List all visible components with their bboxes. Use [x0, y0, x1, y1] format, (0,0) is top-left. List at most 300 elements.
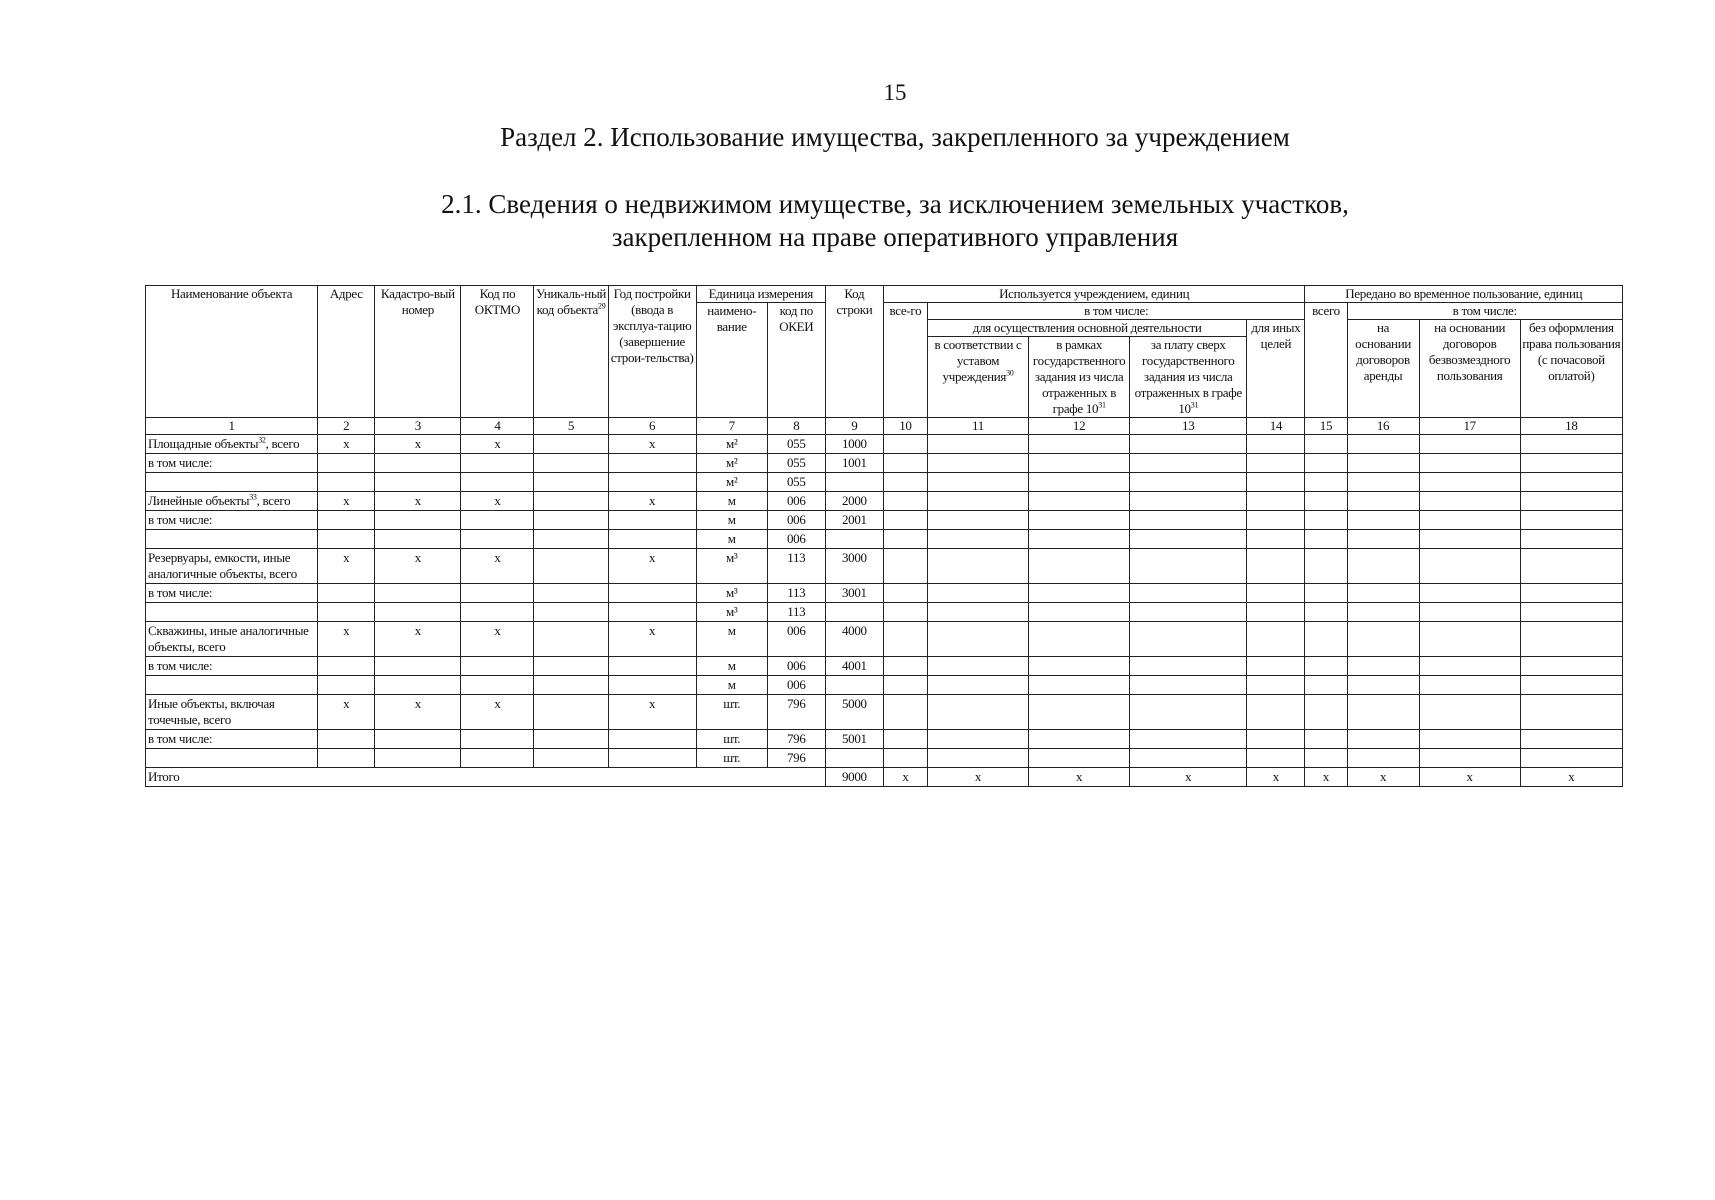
cell-empty: [1247, 584, 1305, 603]
cell-empty: [1130, 435, 1247, 454]
cell-code: 3001: [825, 584, 883, 603]
cell-okei: 796: [767, 730, 825, 749]
cell-code: 1001: [825, 454, 883, 473]
cell-empty: [927, 749, 1028, 768]
cell-oktmo: [461, 530, 534, 549]
table-row: [146, 530, 1623, 549]
cell-addr: [318, 530, 375, 549]
cell-empty: [927, 603, 1028, 622]
cell-addr: x: [318, 549, 375, 584]
section-title: Раздел 2. Использование имущества, закрепленного за учреждением: [500, 122, 1290, 152]
header-construction-year: Год постройки (ввода в эксплуа-тацию (завершение строи-тельства): [608, 286, 696, 418]
cell-empty: [1130, 549, 1247, 584]
table-row: [146, 622, 1623, 657]
cell-year: x: [608, 435, 696, 454]
cell-name: в том числе:: [146, 584, 318, 603]
cell-unit: шт.: [696, 730, 767, 749]
cell-empty: [1347, 730, 1419, 749]
cell-empty: [1305, 530, 1347, 549]
cell-empty: [1130, 492, 1247, 511]
cell-oktmo: [461, 473, 534, 492]
cell-empty: [927, 695, 1028, 730]
cell-empty: [883, 676, 927, 695]
cell-empty: [534, 657, 608, 676]
cell-cad: [375, 603, 461, 622]
cell-empty: [1520, 511, 1622, 530]
col-num: 11: [927, 418, 1028, 435]
cell-empty: [1029, 511, 1130, 530]
cell-cad: [375, 473, 461, 492]
cell-empty: [1305, 730, 1347, 749]
cell-unit: м: [696, 511, 767, 530]
cell-empty: [927, 730, 1028, 749]
cell-unit: м²: [696, 435, 767, 454]
cell-code: 5001: [825, 730, 883, 749]
cell-empty: [1029, 584, 1130, 603]
cell-empty: [883, 435, 927, 454]
cell-empty: [534, 676, 608, 695]
cell-empty: [1305, 511, 1347, 530]
table-row: [146, 435, 1623, 454]
cell-empty: [927, 657, 1028, 676]
cell-addr: [318, 584, 375, 603]
table-row: [146, 676, 1623, 695]
cell-empty: [1247, 676, 1305, 695]
cell-empty: [1247, 435, 1305, 454]
cell-cad: x: [375, 695, 461, 730]
cell-unit: м: [696, 622, 767, 657]
header-row-1: [146, 286, 1623, 303]
total-cell: x: [1520, 768, 1622, 787]
cell-empty: [927, 492, 1028, 511]
cell-empty: [1520, 435, 1622, 454]
cell-year: [608, 473, 696, 492]
cell-empty: [1130, 730, 1247, 749]
cell-empty: [1520, 603, 1622, 622]
cell-empty: [1347, 492, 1419, 511]
total-cell: x: [1247, 768, 1305, 787]
cell-empty: [534, 584, 608, 603]
cell-empty: [1520, 454, 1622, 473]
cell-empty: [1520, 730, 1622, 749]
cell-empty: [1520, 549, 1622, 584]
cell-name: [146, 676, 318, 695]
cell-oktmo: x: [461, 435, 534, 454]
cell-year: [608, 749, 696, 768]
cell-empty: [1029, 530, 1130, 549]
header-other-purposes: для иных целей: [1247, 320, 1305, 418]
cell-empty: [1520, 530, 1622, 549]
col-num: 1: [146, 418, 318, 435]
cell-empty: [1029, 730, 1130, 749]
subsection-title-line-2: закрепленном на праве оперативного управления: [611, 222, 1179, 252]
cell-empty: [1130, 454, 1247, 473]
header-unique-code: Уникаль-ный код объекта$^{29}$: [534, 286, 608, 418]
cell-empty: [883, 695, 927, 730]
total-cell: x: [927, 768, 1028, 787]
cell-code: 1000: [825, 435, 883, 454]
cell-empty: [1520, 676, 1622, 695]
cell-empty: [1029, 676, 1130, 695]
cell-empty: [927, 530, 1028, 549]
col-num: 5: [534, 418, 608, 435]
cell-empty: [927, 676, 1028, 695]
col-num: 6: [608, 418, 696, 435]
cell-code: 2000: [825, 492, 883, 511]
cell-empty: [927, 511, 1028, 530]
cell-oktmo: [461, 730, 534, 749]
cell-empty: [1247, 695, 1305, 730]
cell-unit: м³: [696, 603, 767, 622]
cell-empty: [1029, 473, 1130, 492]
property-table: [145, 285, 1623, 787]
cell-empty: [1247, 622, 1305, 657]
cell-empty: [1130, 749, 1247, 768]
cell-empty: [534, 511, 608, 530]
header-unit-okei: код по ОКЕИ: [767, 303, 825, 418]
cell-empty: [1347, 530, 1419, 549]
cell-empty: [1029, 549, 1130, 584]
cell-name: в том числе:: [146, 657, 318, 676]
cell-oktmo: [461, 676, 534, 695]
header-unit: Единица измерения: [696, 286, 825, 303]
cell-empty: [1419, 622, 1520, 657]
cell-empty: [1305, 435, 1347, 454]
subsection-title-line-1: 2.1. Сведения о недвижимом имуществе, за исключением земельных участков,: [441, 189, 1349, 219]
cell-empty: [883, 454, 927, 473]
cell-code: [825, 676, 883, 695]
table-row: [146, 730, 1623, 749]
cell-year: x: [608, 492, 696, 511]
cell-empty: [1305, 676, 1347, 695]
cell-code: 3000: [825, 549, 883, 584]
cell-code: 4001: [825, 657, 883, 676]
cell-cad: [375, 530, 461, 549]
cell-okei: 006: [767, 657, 825, 676]
header-state-task: в рамках государственного задания из числа отраженных в графе $10^{31}$: [1029, 337, 1130, 418]
cell-code: [825, 749, 883, 768]
cell-name: Иные объекты, включая точечные, всего: [146, 695, 318, 730]
cell-unit: м²: [696, 473, 767, 492]
total-row: [146, 768, 1623, 787]
table-row: [146, 603, 1623, 622]
header-transferred-including: в том числе:: [1347, 303, 1623, 320]
cell-name: Резервуары, емкости, иные аналогичные объекты, всего: [146, 549, 318, 584]
total-cell: x: [883, 768, 927, 787]
cell-empty: [1419, 492, 1520, 511]
cell-empty: [534, 492, 608, 511]
total-cell: x: [1130, 768, 1247, 787]
col-num: 8: [767, 418, 825, 435]
cell-empty: [1247, 603, 1305, 622]
total-label: Итого: [146, 768, 826, 787]
cell-empty: [1419, 435, 1520, 454]
col-num: 15: [1305, 418, 1347, 435]
page-number: 15: [883, 80, 907, 105]
table-row: [146, 492, 1623, 511]
cell-empty: [1419, 695, 1520, 730]
col-num: 4: [461, 418, 534, 435]
cell-empty: [1520, 749, 1622, 768]
cell-empty: [1305, 492, 1347, 511]
cell-empty: [1247, 473, 1305, 492]
cell-code: 5000: [825, 695, 883, 730]
cell-empty: [1419, 730, 1520, 749]
cell-okei: 113: [767, 603, 825, 622]
cell-empty: [1520, 492, 1622, 511]
cell-unit: м: [696, 492, 767, 511]
cell-empty: [1347, 603, 1419, 622]
cell-oktmo: [461, 749, 534, 768]
cell-okei: 796: [767, 695, 825, 730]
table-row: [146, 695, 1623, 730]
cell-empty: [534, 730, 608, 749]
cell-year: x: [608, 622, 696, 657]
cell-addr: [318, 676, 375, 695]
cell-empty: [1520, 473, 1622, 492]
table-row: [146, 454, 1623, 473]
cell-addr: x: [318, 695, 375, 730]
col-num: 3: [375, 418, 461, 435]
cell-empty: [1419, 657, 1520, 676]
header-used-including: в том числе:: [927, 303, 1305, 320]
cell-cad: [375, 511, 461, 530]
cell-name: в том числе:: [146, 730, 318, 749]
cell-empty: [1247, 730, 1305, 749]
cell-empty: [1029, 603, 1130, 622]
cell-empty: [534, 695, 608, 730]
cell-empty: [1130, 584, 1247, 603]
cell-empty: [1520, 584, 1622, 603]
header-oktmo: Код по ОКТМО: [461, 286, 534, 418]
cell-empty: [1347, 473, 1419, 492]
total-cell: x: [1305, 768, 1347, 787]
cell-year: [608, 730, 696, 749]
cell-empty: [534, 454, 608, 473]
cell-year: [608, 657, 696, 676]
cell-empty: [883, 492, 927, 511]
header-transferred: Передано во временное пользование, единиц: [1305, 286, 1623, 303]
cell-empty: [1029, 657, 1130, 676]
cell-code: 2001: [825, 511, 883, 530]
cell-okei: 006: [767, 511, 825, 530]
cell-okei: 055: [767, 435, 825, 454]
cell-empty: [1305, 749, 1347, 768]
cell-empty: [1130, 657, 1247, 676]
header-object-name: Наименование объекта: [146, 286, 318, 418]
total-cell: x: [1029, 768, 1130, 787]
header-free-use: на основании договоров безвозмездного пользования: [1419, 320, 1520, 418]
cell-empty: [1347, 454, 1419, 473]
cell-oktmo: [461, 657, 534, 676]
col-num: 18: [1520, 418, 1622, 435]
total-cell: x: [1419, 768, 1520, 787]
cell-okei: 796: [767, 749, 825, 768]
cell-empty: [1419, 549, 1520, 584]
cell-addr: [318, 657, 375, 676]
cell-cad: [375, 749, 461, 768]
col-num: 2: [318, 418, 375, 435]
col-num: 13: [1130, 418, 1247, 435]
cell-empty: [1247, 657, 1305, 676]
col-num: 10: [883, 418, 927, 435]
cell-okei: 113: [767, 584, 825, 603]
table-row: [146, 473, 1623, 492]
cell-year: [608, 454, 696, 473]
cell-addr: [318, 473, 375, 492]
col-num: 16: [1347, 418, 1419, 435]
table-row: [146, 584, 1623, 603]
table-row: [146, 549, 1623, 584]
cell-empty: [1419, 749, 1520, 768]
cell-addr: [318, 730, 375, 749]
cell-cad: [375, 676, 461, 695]
subsection-title: [0, 188, 1715, 254]
cell-year: [608, 603, 696, 622]
cell-empty: [1130, 695, 1247, 730]
cell-empty: [1029, 435, 1130, 454]
cell-empty: [1419, 603, 1520, 622]
cell-empty: [534, 622, 608, 657]
cell-cad: x: [375, 492, 461, 511]
cell-empty: [883, 603, 927, 622]
total-row-code: 9000: [825, 768, 883, 787]
cell-year: [608, 584, 696, 603]
cell-cad: x: [375, 622, 461, 657]
header-address: Адрес: [318, 286, 375, 418]
cell-year: [608, 511, 696, 530]
cell-oktmo: [461, 511, 534, 530]
cell-empty: [1130, 676, 1247, 695]
cell-unit: м: [696, 530, 767, 549]
header-cadastral-number: Кадастро-вый номер: [375, 286, 461, 418]
cell-empty: [883, 657, 927, 676]
header-row-code: Код строки: [825, 286, 883, 418]
cell-cad: [375, 657, 461, 676]
col-num: 7: [696, 418, 767, 435]
cell-empty: [1520, 657, 1622, 676]
cell-okei: 055: [767, 454, 825, 473]
cell-empty: [1029, 749, 1130, 768]
cell-empty: [1520, 695, 1622, 730]
cell-code: 4000: [825, 622, 883, 657]
cell-code: [825, 530, 883, 549]
total-cell: x: [1347, 768, 1419, 787]
cell-addr: x: [318, 435, 375, 454]
cell-empty: [1247, 492, 1305, 511]
cell-okei: 006: [767, 676, 825, 695]
cell-oktmo: x: [461, 622, 534, 657]
table-row: [146, 749, 1623, 768]
cell-empty: [927, 435, 1028, 454]
cell-cad: x: [375, 549, 461, 584]
cell-addr: x: [318, 622, 375, 657]
cell-empty: [1419, 530, 1520, 549]
cell-empty: [1347, 622, 1419, 657]
cell-empty: [1130, 511, 1247, 530]
cell-name: Линейные объекты$^{33}$, всего: [146, 492, 318, 511]
header-charter: в соответствии с уставом учреждения$^{30}$: [927, 337, 1028, 418]
cell-empty: [1247, 749, 1305, 768]
cell-empty: [534, 435, 608, 454]
cell-empty: [883, 511, 927, 530]
cell-empty: [1347, 435, 1419, 454]
cell-empty: [883, 749, 927, 768]
cell-empty: [1347, 749, 1419, 768]
header-lease: на основании договоров аренды: [1347, 320, 1419, 418]
cell-okei: 006: [767, 530, 825, 549]
cell-unit: м³: [696, 549, 767, 584]
header-transferred-total: всего: [1305, 303, 1347, 418]
cell-empty: [534, 749, 608, 768]
cell-empty: [1247, 454, 1305, 473]
cell-empty: [1305, 603, 1347, 622]
cell-empty: [1305, 695, 1347, 730]
cell-unit: м³: [696, 584, 767, 603]
cell-year: x: [608, 549, 696, 584]
cell-name: в том числе:: [146, 454, 318, 473]
cell-empty: [883, 530, 927, 549]
cell-empty: [883, 622, 927, 657]
cell-empty: [1130, 473, 1247, 492]
cell-empty: [534, 473, 608, 492]
cell-code: [825, 603, 883, 622]
cell-empty: [1130, 530, 1247, 549]
cell-year: x: [608, 695, 696, 730]
cell-addr: [318, 749, 375, 768]
cell-empty: [1247, 549, 1305, 584]
cell-name: Скважины, иные аналогичные объекты, всего: [146, 622, 318, 657]
cell-empty: [1130, 622, 1247, 657]
cell-okei: 006: [767, 622, 825, 657]
cell-unit: м: [696, 657, 767, 676]
cell-year: [608, 676, 696, 695]
cell-oktmo: [461, 603, 534, 622]
cell-addr: [318, 603, 375, 622]
cell-empty: [1419, 676, 1520, 695]
cell-empty: [1305, 622, 1347, 657]
cell-empty: [1029, 454, 1130, 473]
header-unit-name: наимено-вание: [696, 303, 767, 418]
table-body: [146, 435, 1623, 768]
cell-oktmo: x: [461, 695, 534, 730]
cell-empty: [1130, 603, 1247, 622]
header-main-activity: для осуществления основной деятельности: [927, 320, 1246, 337]
cell-empty: [1347, 549, 1419, 584]
cell-empty: [1347, 584, 1419, 603]
cell-empty: [1347, 695, 1419, 730]
cell-empty: [1305, 549, 1347, 584]
cell-empty: [1029, 492, 1130, 511]
header-no-right: без оформления права пользования (с почасовой оплатой): [1520, 320, 1622, 418]
header-used-total: все-го: [883, 303, 927, 418]
cell-empty: [883, 473, 927, 492]
cell-empty: [1247, 511, 1305, 530]
cell-name: [146, 473, 318, 492]
cell-unit: шт.: [696, 749, 767, 768]
cell-cad: [375, 730, 461, 749]
cell-addr: [318, 454, 375, 473]
cell-empty: [883, 730, 927, 749]
cell-empty: [534, 603, 608, 622]
cell-unit: шт.: [696, 695, 767, 730]
cell-oktmo: x: [461, 492, 534, 511]
cell-oktmo: x: [461, 549, 534, 584]
cell-year: [608, 530, 696, 549]
cell-code: [825, 473, 883, 492]
cell-cad: x: [375, 435, 461, 454]
cell-empty: [1029, 695, 1130, 730]
